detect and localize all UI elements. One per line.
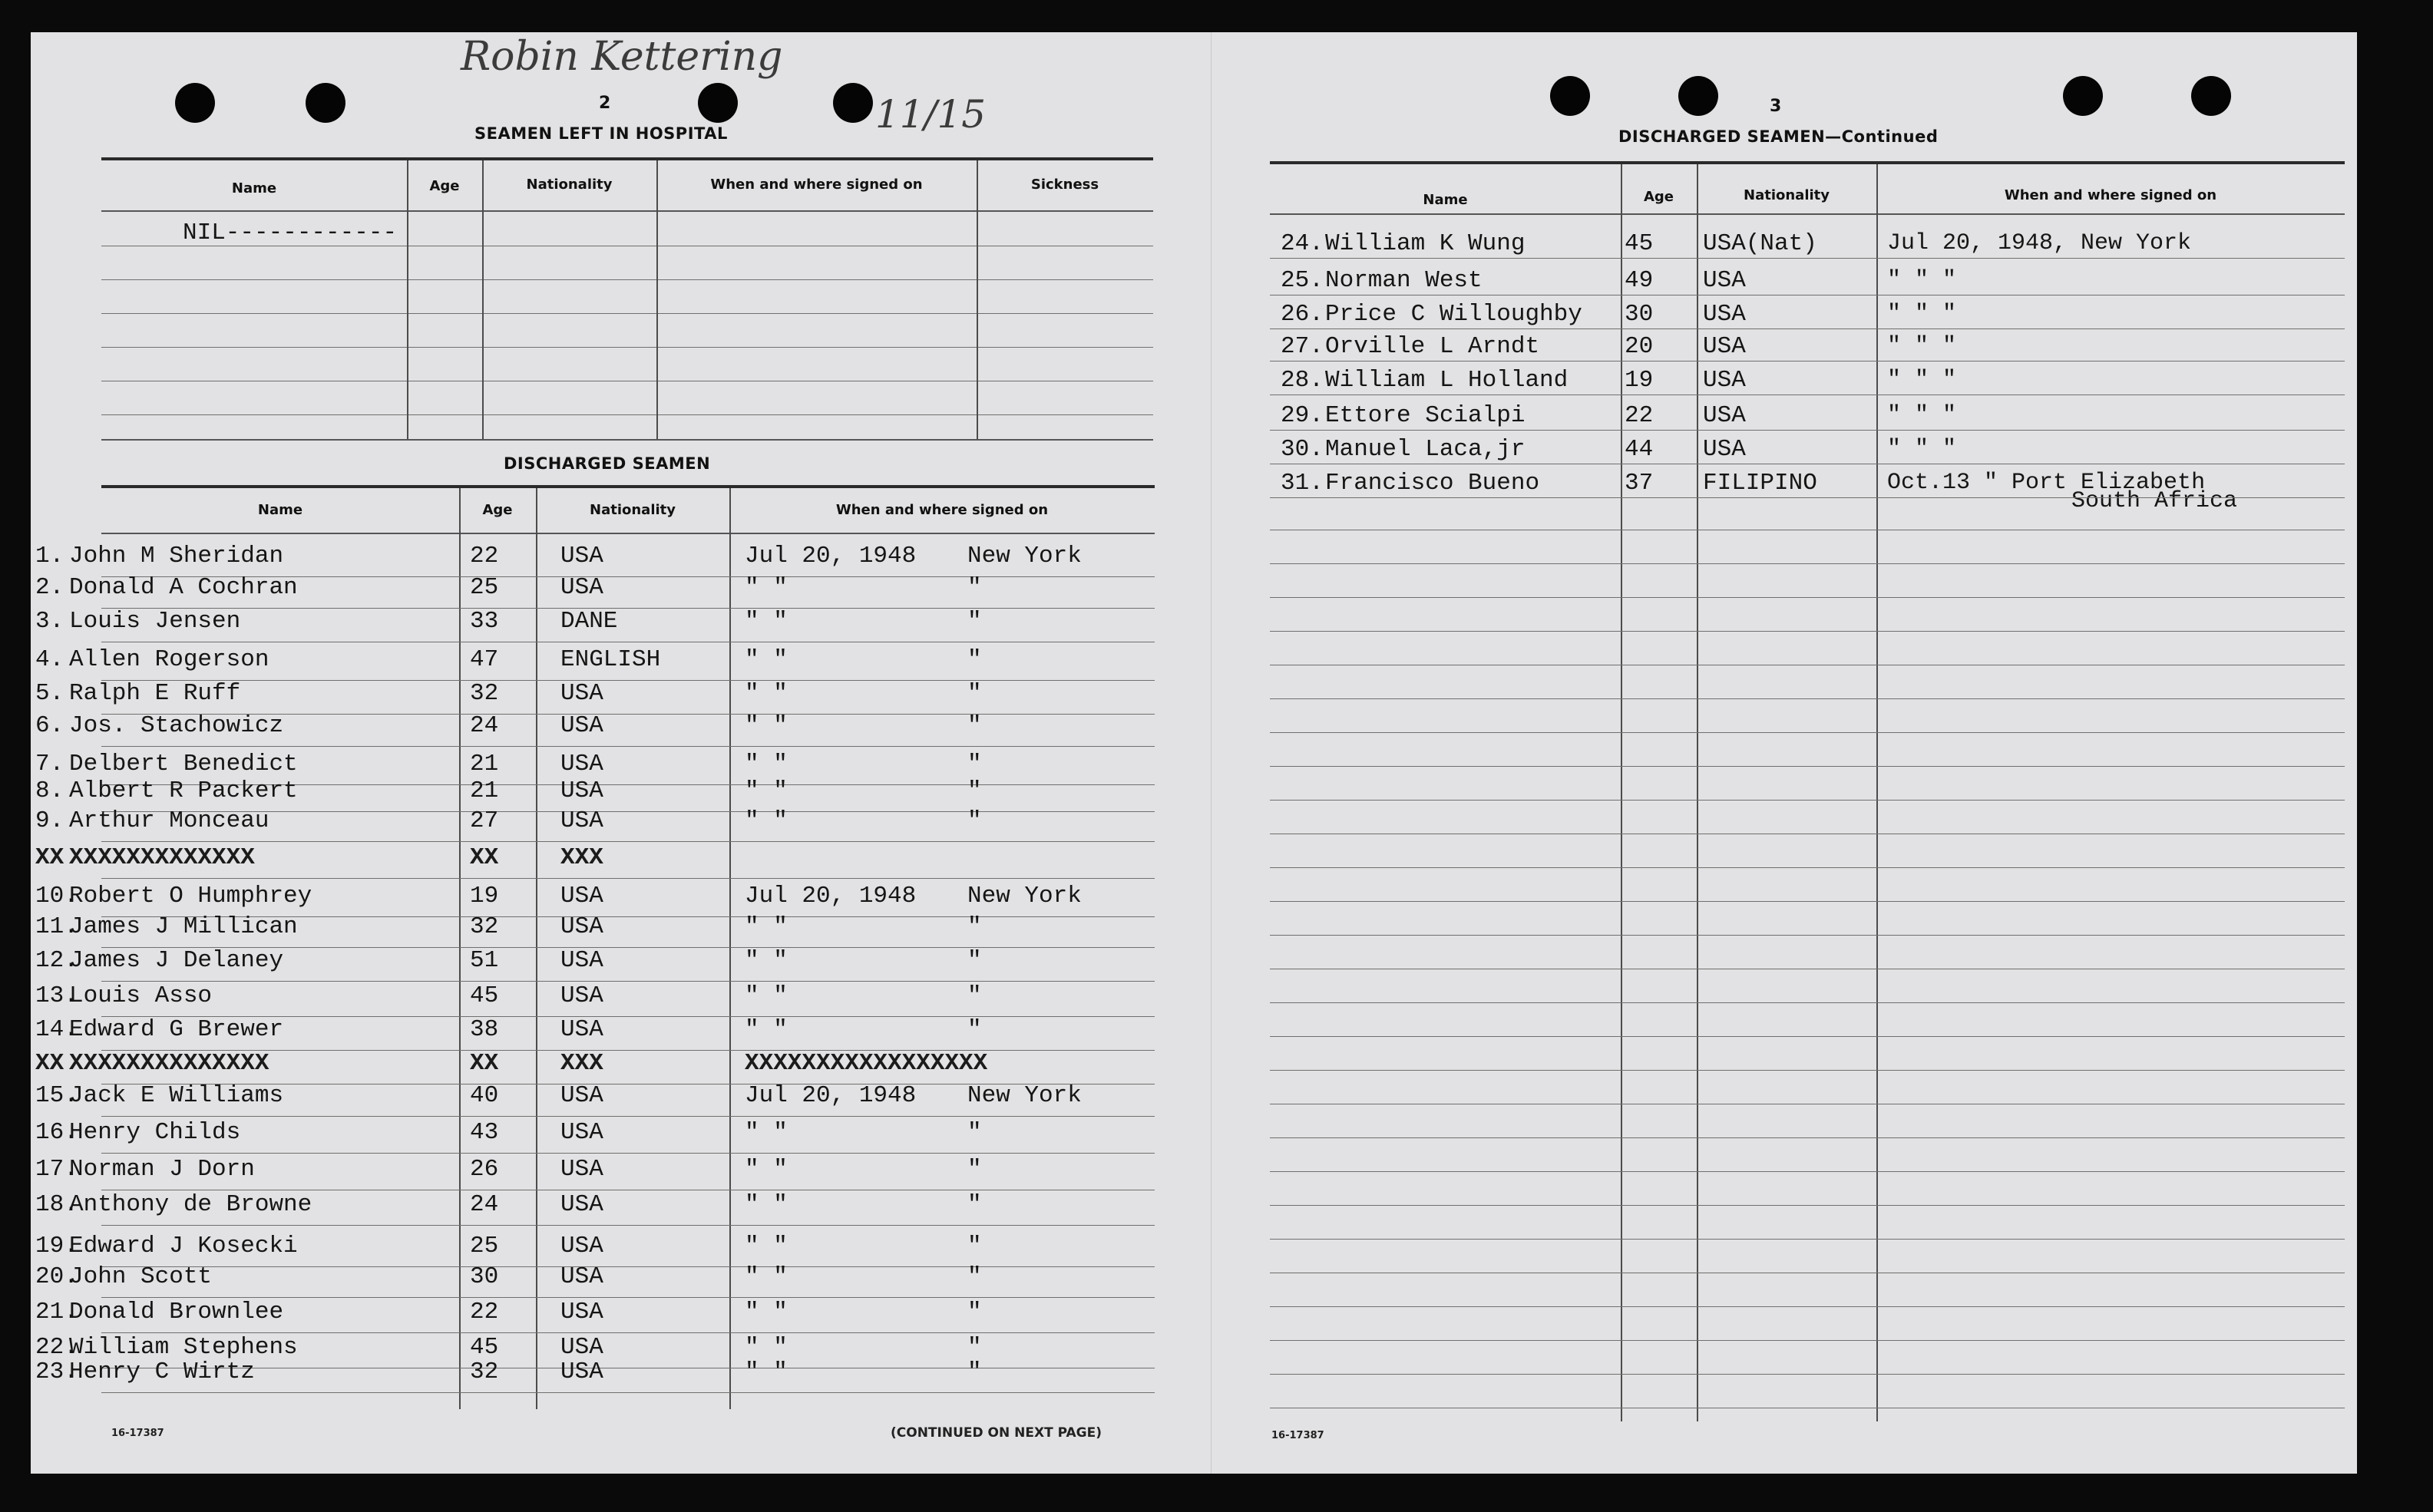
form-number: 16-17387 — [1271, 1430, 1324, 1441]
table-rule — [1270, 213, 2345, 215]
signed-on-date: " " — [745, 712, 788, 739]
hospital-col-age: Age — [429, 178, 460, 194]
punch-hole — [833, 83, 873, 123]
signed-on-date: Jul 20, 1948 — [745, 1082, 917, 1109]
row-number: 24. — [1281, 230, 1324, 257]
signed-on-date: " " — [745, 1233, 788, 1259]
row-number: 4. — [35, 646, 64, 673]
seaman-age: 49 — [1625, 267, 1654, 294]
signed-on-date: " " — [745, 1334, 788, 1361]
seaman-age: 21 — [470, 751, 499, 777]
seaman-name: William Stephens — [69, 1334, 298, 1361]
row-number: 31. — [1281, 470, 1324, 497]
signed-on-date: " " — [745, 1156, 788, 1183]
signed-on-place: " — [967, 1263, 982, 1290]
handwritten-date: 11/15 — [875, 92, 987, 137]
seaman-age: 27 — [470, 807, 499, 834]
signed-on-place: " — [967, 1016, 982, 1043]
row-rule — [101, 878, 1155, 879]
punch-hole — [2191, 76, 2231, 116]
signed-on-date: " " — [745, 913, 788, 940]
row-rule — [101, 608, 1155, 609]
signed-on-place: " — [967, 712, 982, 739]
seaman-nationality: USA — [1703, 333, 1746, 360]
seaman-age: 32 — [470, 680, 499, 707]
hospital-section-title: SEAMEN LEFT IN HOSPITAL — [474, 124, 728, 143]
hospital-col-sickness: Sickness — [1030, 177, 1099, 193]
signed-on-place: " — [967, 1358, 982, 1385]
seaman-age: 40 — [470, 1082, 499, 1109]
row-number: 12. — [35, 947, 78, 974]
table-rule — [101, 485, 1155, 488]
seaman-name: Louis Asso — [69, 982, 213, 1009]
signed-on-date: " " — [745, 982, 788, 1009]
signed-on-place: " — [967, 1156, 982, 1183]
row-number: 7. — [35, 751, 64, 777]
signed-on-date: " " — [745, 1191, 788, 1218]
seaman-name: Arthur Monceau — [69, 807, 269, 834]
seaman-name: Henry C Wirtz — [69, 1358, 255, 1385]
signed-on-date: " " — [745, 1016, 788, 1043]
row-rule — [1270, 1036, 2345, 1037]
signed-on-place: New York — [967, 883, 1082, 910]
seaman-age: 32 — [470, 1358, 499, 1385]
seaman-nationality: DANE — [560, 608, 618, 635]
row-rule — [1270, 732, 2345, 733]
seaman-name: Donald Brownlee — [69, 1299, 284, 1325]
row-rule — [1270, 1239, 2345, 1240]
seaman-name: Price C Willoughby — [1325, 301, 1582, 328]
row-rule — [101, 1266, 1155, 1267]
seaman-name: Francisco Bueno — [1325, 470, 1540, 497]
signed-on-place-line2: South Africa — [2071, 488, 2238, 514]
seaman-name: Orville L Arndt — [1325, 333, 1540, 360]
discharged-section-title: DISCHARGED SEAMEN — [504, 454, 711, 473]
row-rule — [1270, 1070, 2345, 1071]
row-number: 1. — [35, 543, 64, 569]
hospital-nil-entry: NIL------------ — [183, 220, 398, 246]
seaman-name: Anthony de Browne — [69, 1191, 312, 1218]
seaman-age: 24 — [470, 712, 499, 739]
signed-on-date: " " — [745, 608, 788, 635]
signed-on-date: " " — [745, 1119, 788, 1146]
seaman-age: 25 — [470, 1233, 499, 1259]
row-rule — [1270, 1171, 2345, 1172]
row-number: 9. — [35, 807, 64, 834]
seaman-age: 22 — [470, 543, 499, 569]
row-number: 25. — [1281, 267, 1324, 294]
row-number: XX — [35, 1050, 64, 1077]
row-number: 30. — [1281, 436, 1324, 463]
seaman-name: Donald A Cochran — [69, 574, 298, 601]
row-number: 23. — [35, 1358, 78, 1385]
signed-on: Jul 20, 1948, New York — [1887, 230, 2192, 256]
seaman-name: John Scott — [69, 1263, 213, 1290]
row-number: 21. — [35, 1299, 78, 1325]
punch-hole — [1678, 76, 1718, 116]
row-number: 17. — [35, 1156, 78, 1183]
signed-on-date: " " — [745, 947, 788, 974]
seaman-age: XX — [470, 844, 499, 871]
row-rule — [1270, 901, 2345, 902]
seaman-age: 26 — [470, 1156, 499, 1183]
row-rule — [1270, 867, 2345, 868]
seaman-age: 45 — [470, 1334, 499, 1361]
row-number: 16. — [35, 1119, 78, 1146]
seaman-age: 44 — [1625, 436, 1654, 463]
hospital-col-name: Name — [231, 180, 277, 196]
row-number: 27. — [1281, 333, 1324, 360]
row-number: 19. — [35, 1233, 78, 1259]
signed-on-date: " " — [745, 807, 788, 834]
seaman-nationality: XXX — [560, 1050, 603, 1077]
continued-col-nationality: Nationality — [1744, 187, 1830, 203]
seaman-name: Louis Jensen — [69, 608, 241, 635]
seaman-nationality: USA — [560, 1334, 603, 1361]
row-number: 29. — [1281, 402, 1324, 429]
signed-on-date: " " — [745, 680, 788, 707]
right-page — [1211, 32, 2357, 1474]
signed-on-place: " — [967, 1299, 982, 1325]
row-rule — [1270, 1002, 2345, 1003]
row-rule — [1270, 935, 2345, 936]
signed-on-place: " — [967, 807, 982, 834]
seaman-age: 30 — [470, 1263, 499, 1290]
seaman-nationality: USA — [560, 1119, 603, 1146]
seaman-name: Jos. Stachowicz — [69, 712, 284, 739]
signed-on: " " " — [1887, 301, 1957, 327]
discharged-col-when-where: When and where signed on — [835, 502, 1049, 518]
row-rule — [101, 1332, 1155, 1333]
row-number: 3. — [35, 608, 64, 635]
seaman-name: Edward G Brewer — [69, 1016, 284, 1043]
punch-hole — [175, 83, 215, 123]
signed-on-place: " — [967, 574, 982, 601]
row-number: 6. — [35, 712, 64, 739]
seaman-nationality: USA — [560, 1156, 603, 1183]
row-rule — [1270, 430, 2345, 431]
continued-col-when-where: When and where signed on — [2004, 187, 2217, 203]
seaman-name: Henry Childs — [69, 1119, 241, 1146]
seaman-name: XXXXXXXXXXXXXX — [69, 1050, 269, 1077]
seaman-nationality: USA(Nat) — [1703, 230, 1817, 257]
seaman-nationality: USA — [560, 777, 603, 804]
row-number: 22. — [35, 1334, 78, 1361]
signed-on: " " " — [1887, 267, 1957, 293]
signed-on-place: " — [967, 751, 982, 777]
seaman-name: William L Holland — [1325, 367, 1569, 394]
signed-on: " " " — [1887, 436, 1957, 462]
row-rule — [1270, 1137, 2345, 1138]
row-rule — [1270, 1340, 2345, 1341]
continued-col-name: Name — [1423, 192, 1468, 208]
row-number: 5. — [35, 680, 64, 707]
signed-on-place: " — [967, 1119, 982, 1146]
table-rule — [101, 157, 1153, 160]
signed-on-place: " — [967, 913, 982, 940]
signed-on-place: " — [967, 608, 982, 635]
seaman-age: 33 — [470, 608, 499, 635]
continued-note: (CONTINUED ON NEXT PAGE) — [891, 1425, 1102, 1441]
seaman-age: 32 — [470, 913, 499, 940]
seaman-nationality: USA — [560, 1233, 603, 1259]
seaman-age: 25 — [470, 574, 499, 601]
row-number: 11. — [35, 913, 78, 940]
table-rule — [101, 210, 1153, 212]
row-number: XX — [35, 844, 64, 871]
row-number: 15. — [35, 1082, 78, 1109]
row-rule — [1270, 597, 2345, 598]
row-rule — [1270, 800, 2345, 801]
seaman-age: 51 — [470, 947, 499, 974]
seaman-age: 21 — [470, 777, 499, 804]
seaman-nationality: ENGLISH — [560, 646, 661, 673]
seaman-name: James J Millican — [69, 913, 298, 940]
seaman-name: Delbert Benedict — [69, 751, 298, 777]
row-rule — [101, 1392, 1155, 1393]
signed-on: " " " — [1887, 333, 1957, 359]
seaman-nationality: USA — [560, 543, 603, 569]
row-number: 18. — [35, 1191, 78, 1218]
seaman-nationality: XXX — [560, 844, 603, 871]
seaman-age: 37 — [1625, 470, 1654, 497]
signed-on-date: " " — [745, 1263, 788, 1290]
discharged-col-age: Age — [482, 502, 513, 518]
seaman-nationality: USA — [560, 982, 603, 1009]
punch-hole — [306, 83, 345, 123]
seaman-nationality: USA — [560, 883, 603, 910]
seaman-name: Albert R Packert — [69, 777, 298, 804]
seaman-age: XX — [470, 1050, 499, 1077]
seaman-age: 45 — [1625, 230, 1654, 257]
signed-on-date: Jul 20, 1948 — [745, 543, 917, 569]
row-rule — [1270, 766, 2345, 767]
signed-on: " " " — [1887, 402, 1957, 428]
signed-on-place: New York — [967, 543, 1082, 569]
seaman-age: 47 — [470, 646, 499, 673]
seaman-nationality: USA — [1703, 301, 1746, 328]
row-rule — [1270, 328, 2345, 329]
row-rule — [101, 1225, 1155, 1226]
row-number: 14. — [35, 1016, 78, 1043]
row-rule — [101, 981, 1155, 982]
seaman-age: 43 — [470, 1119, 499, 1146]
seaman-age: 22 — [470, 1299, 499, 1325]
page-number: 3 — [1770, 97, 1782, 116]
row-rule — [1270, 1306, 2345, 1307]
seaman-age: 19 — [1625, 367, 1654, 394]
signed-on-place: " — [967, 1233, 982, 1259]
discharged-col-nationality: Nationality — [590, 502, 676, 518]
row-rule — [101, 1153, 1155, 1154]
seaman-nationality: USA — [560, 1263, 603, 1290]
signed-on-place: " — [967, 777, 982, 804]
seaman-nationality: FILIPINO — [1703, 470, 1817, 497]
seaman-nationality: USA — [1703, 367, 1746, 394]
row-rule — [1270, 1374, 2345, 1375]
seaman-name: Ralph E Ruff — [69, 680, 241, 707]
seaman-nationality: USA — [560, 1191, 603, 1218]
row-rule — [1270, 1205, 2345, 1206]
row-number: 13. — [35, 982, 78, 1009]
left-page — [31, 32, 1211, 1474]
table-rule — [101, 533, 1155, 534]
row-rule — [101, 680, 1155, 681]
signed-on-place: " — [967, 680, 982, 707]
signed-on-date: " " — [745, 1299, 788, 1325]
table-rule — [1270, 161, 2345, 164]
seaman-name: William K Wung — [1325, 230, 1526, 257]
seaman-name: XXXXXXXXXXXXX — [69, 844, 255, 871]
signed-on-place: " — [967, 947, 982, 974]
seaman-age: 38 — [470, 1016, 499, 1043]
seaman-name: Jack E Williams — [69, 1082, 284, 1109]
signed-on-date: " " — [745, 777, 788, 804]
row-number: 2. — [35, 574, 64, 601]
page-number: 2 — [599, 94, 611, 113]
row-number: 10. — [35, 883, 78, 910]
seaman-name: John M Sheridan — [69, 543, 284, 569]
seaman-nationality: USA — [1703, 436, 1746, 463]
discharged-col-name: Name — [257, 502, 303, 518]
seaman-name: Norman J Dorn — [69, 1156, 255, 1183]
seaman-age: 45 — [470, 982, 499, 1009]
signed-on-place: " — [967, 1334, 982, 1361]
row-number: 20. — [35, 1263, 78, 1290]
seaman-name: Edward J Kosecki — [69, 1233, 298, 1259]
form-number: 16-17387 — [111, 1428, 164, 1439]
seaman-nationality: USA — [560, 712, 603, 739]
punch-hole — [698, 83, 738, 123]
seaman-nationality: USA — [560, 913, 603, 940]
row-rule — [101, 841, 1155, 842]
signed-on-date: XXXXXXXXXXXXXXXXX — [745, 1050, 988, 1077]
row-number: 26. — [1281, 301, 1324, 328]
signed-on-date: " " — [745, 646, 788, 673]
signed-on-date: Jul 20, 1948 — [745, 883, 917, 910]
seaman-name: Manuel Laca,jr — [1325, 436, 1526, 463]
row-number: 28. — [1281, 367, 1324, 394]
row-rule — [101, 746, 1155, 747]
signed-on-date: " " — [745, 1358, 788, 1385]
seaman-nationality: USA — [560, 947, 603, 974]
seaman-age: 19 — [470, 883, 499, 910]
seaman-nationality: USA — [560, 751, 603, 777]
row-number: 8. — [35, 777, 64, 804]
seaman-nationality: USA — [560, 1082, 603, 1109]
hospital-col-nationality: Nationality — [526, 177, 613, 193]
seaman-nationality: USA — [560, 680, 603, 707]
seaman-age: 24 — [470, 1191, 499, 1218]
seaman-age: 30 — [1625, 301, 1654, 328]
row-rule — [1270, 563, 2345, 564]
handwritten-annotation: Robin Kettering — [461, 34, 783, 80]
signed-on-place: " — [967, 646, 982, 673]
signed-on-place: " — [967, 982, 982, 1009]
seaman-name: Robert O Humphrey — [69, 883, 312, 910]
seaman-nationality: USA — [560, 807, 603, 834]
row-rule — [101, 1116, 1155, 1117]
seaman-age: 22 — [1625, 402, 1654, 429]
signed-on: " " " — [1887, 367, 1957, 393]
signed-on-date: " " — [745, 574, 788, 601]
seaman-nationality: USA — [560, 1299, 603, 1325]
seaman-name: Allen Rogerson — [69, 646, 269, 673]
seaman-nationality: USA — [560, 1016, 603, 1043]
continued-section-title: DISCHARGED SEAMEN—Continued — [1618, 127, 1939, 146]
punch-hole — [2063, 76, 2103, 116]
row-rule — [1270, 698, 2345, 699]
signed-on-place: " — [967, 1191, 982, 1218]
hospital-col-when-where: When and where signed on — [710, 177, 923, 193]
row-rule — [1270, 258, 2345, 259]
punch-hole — [1550, 76, 1590, 116]
continued-col-age: Age — [1643, 189, 1674, 205]
seaman-nationality: USA — [560, 1358, 603, 1385]
seaman-name: Norman West — [1325, 267, 1483, 294]
row-rule — [1270, 497, 2345, 498]
signed-on-date: " " — [745, 751, 788, 777]
seaman-name: Ettore Scialpi — [1325, 402, 1526, 429]
seaman-nationality: USA — [1703, 402, 1746, 429]
row-rule — [1270, 631, 2345, 632]
seaman-nationality: USA — [560, 574, 603, 601]
seaman-nationality: USA — [1703, 267, 1746, 294]
seaman-name: James J Delaney — [69, 947, 284, 974]
seaman-age: 20 — [1625, 333, 1654, 360]
row-rule — [101, 1297, 1155, 1298]
signed-on-place: New York — [967, 1082, 1082, 1109]
signed-on: Oct.13 " Port Elizabeth — [1887, 470, 2206, 496]
